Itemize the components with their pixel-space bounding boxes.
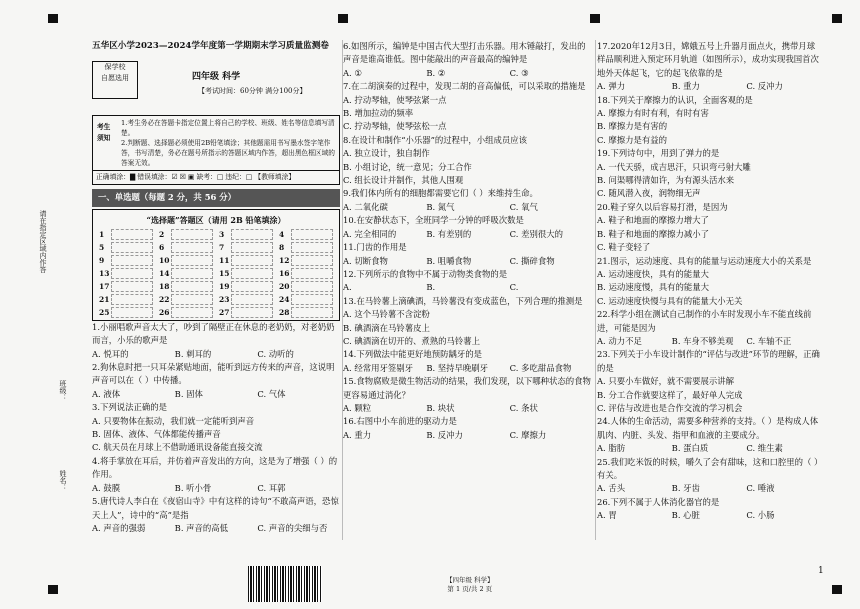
answer-bubble-group[interactable] [291, 268, 333, 279]
option: C. 碘酒滴在切开的、煮熟的马铃薯上 [343, 335, 481, 346]
questions-col-3 [597, 40, 821, 523]
option-row [343, 201, 593, 214]
answer-bubble-group[interactable] [291, 294, 333, 305]
option: C. ③ [509, 67, 529, 78]
answer-number: 7 [219, 242, 225, 252]
option: A. 胃 [597, 510, 617, 521]
answer-number: 25 [99, 307, 110, 317]
option: A. 运动速度快，具有的能量大 [597, 268, 709, 279]
option-row [343, 228, 593, 241]
question-text: 14.下列做法中能更好地预防龋牙的是 [343, 349, 482, 360]
binding-margin [18, 210, 78, 570]
class-label: 班级： [59, 380, 67, 401]
column-divider [595, 40, 596, 540]
column-2 [343, 40, 593, 442]
exam-info: 【考试时间：60分钟 满分100分】 [198, 87, 307, 96]
option: A. [343, 282, 352, 293]
option: A. 动力不足 [597, 335, 642, 346]
question-text: 10.在安静状态下，全班同学一分钟的呼吸次数是 [343, 215, 524, 226]
option-row [92, 348, 340, 361]
option-row [92, 482, 340, 495]
option-row [92, 522, 340, 535]
option: A. 完全相同的 [343, 228, 397, 239]
answer-number: 12 [279, 255, 290, 265]
answer-bubble-group[interactable] [111, 294, 153, 305]
answer-number: 19 [219, 281, 230, 291]
option: B. 车身不够美观 [671, 335, 734, 346]
registration-mark [48, 585, 58, 594]
option: A. 二氧化碳 [343, 201, 388, 212]
option: A. 弹力 [597, 81, 626, 92]
question-text: 1.小丽唱歌声音太大了，吵到了隔壁正在休息的老奶奶，对老奶奶而言，小乐的歌声是 [92, 321, 335, 346]
question-text: 5.唐代诗人李白在《夜宿山寺》中有这样的诗句“不敢高声语，恐惊天上人”，诗中的“高”是指 [92, 496, 339, 520]
binding-note: 请在指定区域内作答 [39, 210, 47, 273]
question-text: 23.下列关于小车设计制作的“评估与改进”环节的理解，正确的是 [597, 349, 820, 373]
answer-bubble-group[interactable] [171, 281, 213, 292]
option: B. 刺耳的 [174, 348, 212, 359]
option: A. 脂肪 [597, 443, 626, 454]
section-heading: 一、单选题（每题 2 分，共 56 分） [92, 189, 340, 206]
option: C. 反冲力 [746, 81, 783, 92]
exam-title: 五华区小学2023—2024学年度第一学期期末学习质量监测卷 [92, 41, 329, 51]
answer-bubble-group[interactable] [231, 255, 273, 266]
name-label: 姓名： [59, 470, 67, 491]
answer-number: 21 [99, 294, 110, 304]
option: B. 氮气 [426, 201, 455, 212]
question-text: 11.门齿的作用是 [343, 242, 407, 253]
option: B. 坚持早晚刷牙 [426, 362, 489, 373]
question-text: 21.图示，运动速度、具有的能量与运动速度大小的关系是 [597, 255, 812, 266]
question-text: 9.我们体内所有的细胞都需要它们（ ）来维持生命。 [343, 188, 538, 199]
registration-mark [48, 14, 58, 23]
option: C. 条状 [509, 402, 538, 413]
answer-bubble-group[interactable] [231, 294, 273, 305]
registration-mark [590, 14, 600, 23]
answer-bubble-group[interactable] [171, 268, 213, 279]
notes-label: 考生须知 [97, 123, 111, 143]
question-text: 2.狗休息时把一只耳朵紧贴地面，能听到远方传来的声音，这说明声音可以在（ ）中传播。 [92, 362, 335, 386]
option-row [343, 362, 593, 375]
option: A. 舌头 [597, 483, 626, 494]
question-text: 8.在设计和制作“小乐器”的过程中，小组成员应该 [343, 134, 528, 145]
option: A. ① [343, 67, 362, 78]
option-row [597, 482, 821, 495]
option: B. 分工合作就要这样了，最好单人完成 [597, 389, 743, 400]
option: C. [509, 282, 519, 293]
column-3 [597, 40, 821, 523]
option: B. 听小骨 [174, 482, 212, 493]
answer-bubble-group[interactable] [291, 255, 333, 266]
option: C. 氧气 [509, 201, 538, 212]
answer-bubble-group[interactable] [111, 281, 153, 292]
answer-number: 1 [99, 229, 105, 239]
answer-bubble-group[interactable] [171, 307, 213, 318]
answer-bubble-group[interactable] [171, 255, 213, 266]
option-row [343, 255, 593, 268]
answer-bubble-group[interactable] [171, 229, 213, 240]
option: A. 鼓膜 [92, 482, 121, 493]
option-row [597, 442, 821, 455]
option-row [597, 80, 821, 93]
option: C. 随风潜入夜，润物细无声 [597, 188, 701, 199]
option: A. 一代天骄，成吉思汗，只识弯弓射大雕 [597, 161, 751, 172]
answer-bubble-group[interactable] [111, 255, 153, 266]
option: C. 摩擦力 [509, 429, 547, 440]
option-row [343, 281, 593, 294]
option: B. 块状 [426, 402, 455, 413]
answer-bubble-group[interactable] [111, 268, 153, 279]
answer-number: 3 [219, 229, 225, 239]
option: B. 小组讨论，统一意见；分工合作 [343, 161, 472, 172]
option: B. 碘酒滴在马铃薯皮上 [343, 322, 430, 333]
option: B. 牙齿 [671, 483, 700, 494]
option: A. 声音的强弱 [92, 522, 146, 533]
question-text: 20.鞋子穿久以后容易打滑，是因为 [597, 201, 728, 212]
option: A. 经常用牙签剔牙 [343, 362, 413, 373]
answer-bubble-group[interactable] [111, 307, 153, 318]
option: B. 鞋子和地面的摩擦力减小了 [597, 228, 709, 239]
answer-number: 28 [279, 307, 290, 317]
question-text: 19.下列诗句中，用到了弹力的是 [597, 148, 720, 159]
school-select-box [92, 61, 138, 99]
question-text: 7.在二胡演奏的过程中，发现二胡的音高偏低，可以采取的措施是 [343, 81, 586, 92]
answer-number: 23 [219, 294, 230, 304]
candidate-notes [92, 115, 340, 171]
option-row [92, 388, 340, 401]
option: B. 声音的高低 [174, 522, 229, 533]
option: C. 声音的尖细与否 [257, 522, 328, 533]
option: C. 差别很大的 [509, 228, 563, 239]
option: A. 这个马铃薯不含淀粉 [343, 309, 430, 320]
option: C. 运动速度快慢与具有的能量大小无关 [597, 295, 743, 306]
registration-mark [832, 14, 842, 23]
option-row [597, 335, 821, 348]
option: C. 维生素 [746, 443, 783, 454]
answer-bubble-group[interactable] [231, 307, 273, 318]
answer-grid-title: “选择题”答题区（请用 2B 铅笔填涂） [146, 214, 286, 225]
answer-number: 2 [159, 229, 165, 239]
option-row [597, 509, 821, 522]
fill-example-row: 正确填涂：▇ 错误填涂：☑ ☒ ▣ 缺考：□ 违纪：□ 【教师填涂】 [92, 171, 340, 185]
question-text: 4.将手掌放在耳后，并仿着声音发出的方向，这是为了增强（ ）的作用。 [92, 455, 338, 480]
option: C. 鞋子变轻了 [597, 242, 651, 253]
option: B. 反冲力 [426, 429, 463, 440]
option: C. 摩擦力是有益的 [597, 134, 668, 145]
option: C. 多吃甜品食物 [509, 362, 572, 373]
question-text: 15.食物腐败是微生物活动的结果，我们发现，以下哪种状态的食物更容易通过消化？ [343, 376, 591, 400]
answer-number: 10 [159, 255, 170, 265]
note-line: 1.考生务必在答题卡指定位置上将自己的学校、班级、姓名等信息填写清楚。 [121, 119, 335, 138]
option: B. 重力 [671, 81, 700, 92]
option: A. 鞋子和地面的摩擦力增大了 [597, 215, 709, 226]
option: C. 耳郭 [257, 482, 286, 493]
answer-bubble-group[interactable] [231, 229, 273, 240]
note-line: 2.判断题、选择题必须使用2B铅笔填涂；其他题需用书写墨水签字笔作答，书写清楚，务必在题号所指示的答题区域内作答，超出黑色框区域的答案无效。 [121, 139, 335, 168]
answer-number: 9 [99, 255, 105, 265]
option: B. 咀嚼食物 [426, 255, 472, 266]
option: C. 车轴不正 [746, 335, 792, 346]
answer-bubble-group[interactable] [291, 281, 333, 292]
page-footer [446, 576, 494, 594]
answer-number: 24 [279, 294, 290, 304]
option: C. 拧动琴轴，使琴弦松一点 [343, 121, 447, 132]
question-text: 6.如图所示，编钟是中国古代大型打击乐器。用木锤敲打，发出的声音是谁高谁低。图中能敲出的声音最高的编钟是 [343, 41, 586, 65]
side-box-line: 保学校 [104, 63, 126, 72]
footer-line: 【四年级 科学】 [446, 576, 494, 584]
question-text: 12.下列所示的食物中不属于动物类食物的是 [343, 268, 508, 279]
answer-number: 16 [279, 268, 290, 278]
option: B. 固体、液体、气体都能传播声音 [92, 429, 221, 440]
grade-subject: 四年级 科学 [192, 72, 241, 83]
barcode [248, 566, 322, 602]
option: B. 心脏 [671, 510, 700, 521]
option: B. [426, 282, 436, 293]
option: C. 撕碎食物 [509, 255, 555, 266]
answer-number: 15 [219, 268, 230, 278]
questions-col-2 [343, 40, 593, 442]
column-1 [92, 40, 340, 535]
answer-bubble-group[interactable] [171, 242, 213, 253]
option: B. 摩擦力是有害的 [597, 121, 668, 132]
answer-bubble-group[interactable] [291, 229, 333, 240]
answer-number: 27 [219, 307, 230, 317]
page-number: 1 [818, 566, 824, 576]
answer-number: 8 [279, 242, 285, 252]
option-row [343, 67, 593, 80]
question-text: 22.科学小组在测试自己制作的小车时发现小车不能直线前进，可能是因为 [597, 309, 812, 333]
answer-bubble-group[interactable] [231, 268, 273, 279]
option: B. 增加拉动的频率 [343, 108, 414, 119]
registration-mark [338, 14, 348, 23]
question-text: 26.下列不属于人体消化器官的是 [597, 496, 720, 507]
answer-number: 5 [99, 242, 105, 252]
option: C. 组长设计并制作，其他人围观 [343, 175, 464, 186]
question-text: 25.我们吃米饭的时候，嚼久了会有甜味，这和口腔里的（ ）有关。 [597, 456, 819, 480]
answer-number: 22 [159, 294, 170, 304]
answer-number: 20 [279, 281, 290, 291]
answer-number: 11 [219, 255, 230, 265]
question-text: 3.下列说法正确的是 [92, 402, 167, 413]
question-text: 16.右图中小车前进的驱动力是 [343, 416, 457, 427]
option-row [343, 429, 593, 442]
answer-number: 4 [279, 229, 285, 239]
option: A. 切断食物 [343, 255, 388, 266]
answer-number: 26 [159, 307, 170, 317]
question-text: 24.人体的生命活动，需要多种营养的支持。（ ）是构成人体肌肉、内脏、头发、指甲和血液的主要成分。 [597, 416, 819, 440]
option: A. 独立设计，独自制作 [343, 148, 430, 159]
option: A. 液体 [92, 388, 121, 399]
answer-bubble-group[interactable] [111, 229, 153, 240]
option: B. 有差别的 [426, 228, 472, 239]
side-box-line: 自愿选用 [101, 74, 129, 83]
option: A. 重力 [343, 429, 372, 440]
option: C. 气体 [257, 388, 286, 399]
answer-number: 18 [159, 281, 170, 291]
option: C. 评估与改进也是合作交流的学习机会 [597, 402, 743, 413]
answer-number: 14 [159, 268, 170, 278]
option: A. 悦耳的 [92, 348, 129, 359]
answer-number: 6 [159, 242, 165, 252]
option-row [343, 402, 593, 415]
option: C. 动听的 [257, 348, 294, 359]
answer-bubble-group[interactable] [231, 281, 273, 292]
option: A. 拧动琴轴，使琴弦紧一点 [343, 94, 447, 105]
answer-bubble-group[interactable] [111, 242, 153, 253]
option: C. 唾液 [746, 483, 775, 494]
option: B. 问渠哪得清如许，为有源头活水来 [597, 175, 735, 186]
option: B. 运动速度慢，具有的能量大 [597, 282, 709, 293]
registration-mark [832, 585, 842, 594]
question-text: 17.2020年12月3日，嫦娥五号上升器月面点火，携带月球样品顺利进入预定环月轨道（如图所示），成功实现我国首次地外天体起飞，它的起飞依靠的是 [597, 41, 819, 78]
header-box [92, 55, 340, 113]
answer-bubble-group[interactable] [171, 294, 213, 305]
answer-number: 17 [99, 281, 110, 291]
option: B. ② [426, 67, 446, 78]
option: A. 颗粒 [343, 402, 372, 413]
option: B. 固体 [174, 388, 203, 399]
answer-grid [92, 209, 340, 321]
answer-number: 13 [99, 268, 110, 278]
footer-line: 第 1 页/共 2 页 [447, 585, 493, 593]
option: C. 小肠 [746, 510, 775, 521]
answer-bubble-group[interactable] [231, 242, 273, 253]
option: A. 只要物体在振动，我们就一定能听到声音 [92, 415, 255, 426]
option: B. 蛋白质 [671, 443, 709, 454]
answer-bubble-group[interactable] [291, 242, 333, 253]
answer-bubble-group[interactable] [291, 307, 333, 318]
questions-col-1 [92, 321, 340, 536]
option: A. 摩擦力有时有利，有时有害 [597, 108, 709, 119]
option: A. 只要小车做好，就不需要展示讲解 [597, 376, 734, 387]
question-text: 13.在马铃薯上滴碘酒，马铃薯没有变成蓝色，下列合理的推测是 [343, 295, 583, 306]
option: C. 航天员在月球上不借助通讯设备能直接交流 [92, 442, 263, 453]
question-text: 18.下列关于摩擦力的认识，全面客观的是 [597, 94, 753, 105]
